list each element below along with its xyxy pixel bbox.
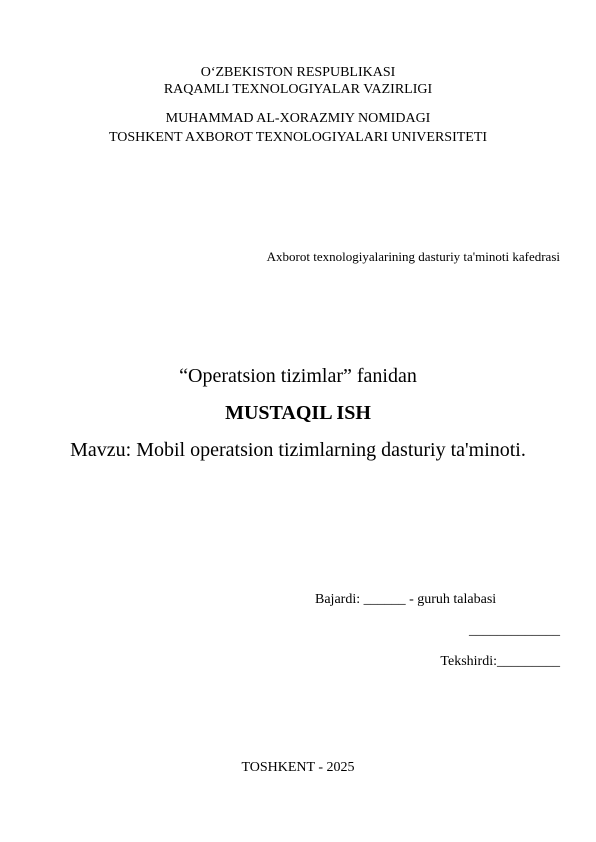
subject-line: “Operatsion tizimlar” fanidan [179, 365, 417, 387]
header-republic: O‘ZBEKISTON RESPUBLIKASI [200, 65, 396, 80]
department-name: Axborot texnologiyalarining dasturiy ta'minoti kafedrasi [266, 249, 560, 264]
done-by-line: Bajardi: ______ - guruh talabasi [315, 592, 497, 607]
header-university: TOSHKENT AXBOROT TEXNOLOGIYALARI UNIVERSITETI [108, 130, 488, 145]
header-ministry: RAQAMLI TEXNOLOGIYALAR VAZIRLIGI [163, 82, 433, 97]
city-year: TOSHKENT - 2025 [241, 760, 355, 775]
student-name-blank: _____________ [469, 623, 560, 638]
header-named-after: MUHAMMAD AL-XORAZMIY NOMIDAGI [165, 111, 431, 126]
checked-by-line: Tekshirdi:_________ [440, 654, 560, 669]
topic-line: Mavzu: Mobil operatsion tizimlarning dasturiy ta'minoti. [70, 439, 526, 461]
work-type-title: MUSTAQIL ISH [225, 402, 371, 424]
